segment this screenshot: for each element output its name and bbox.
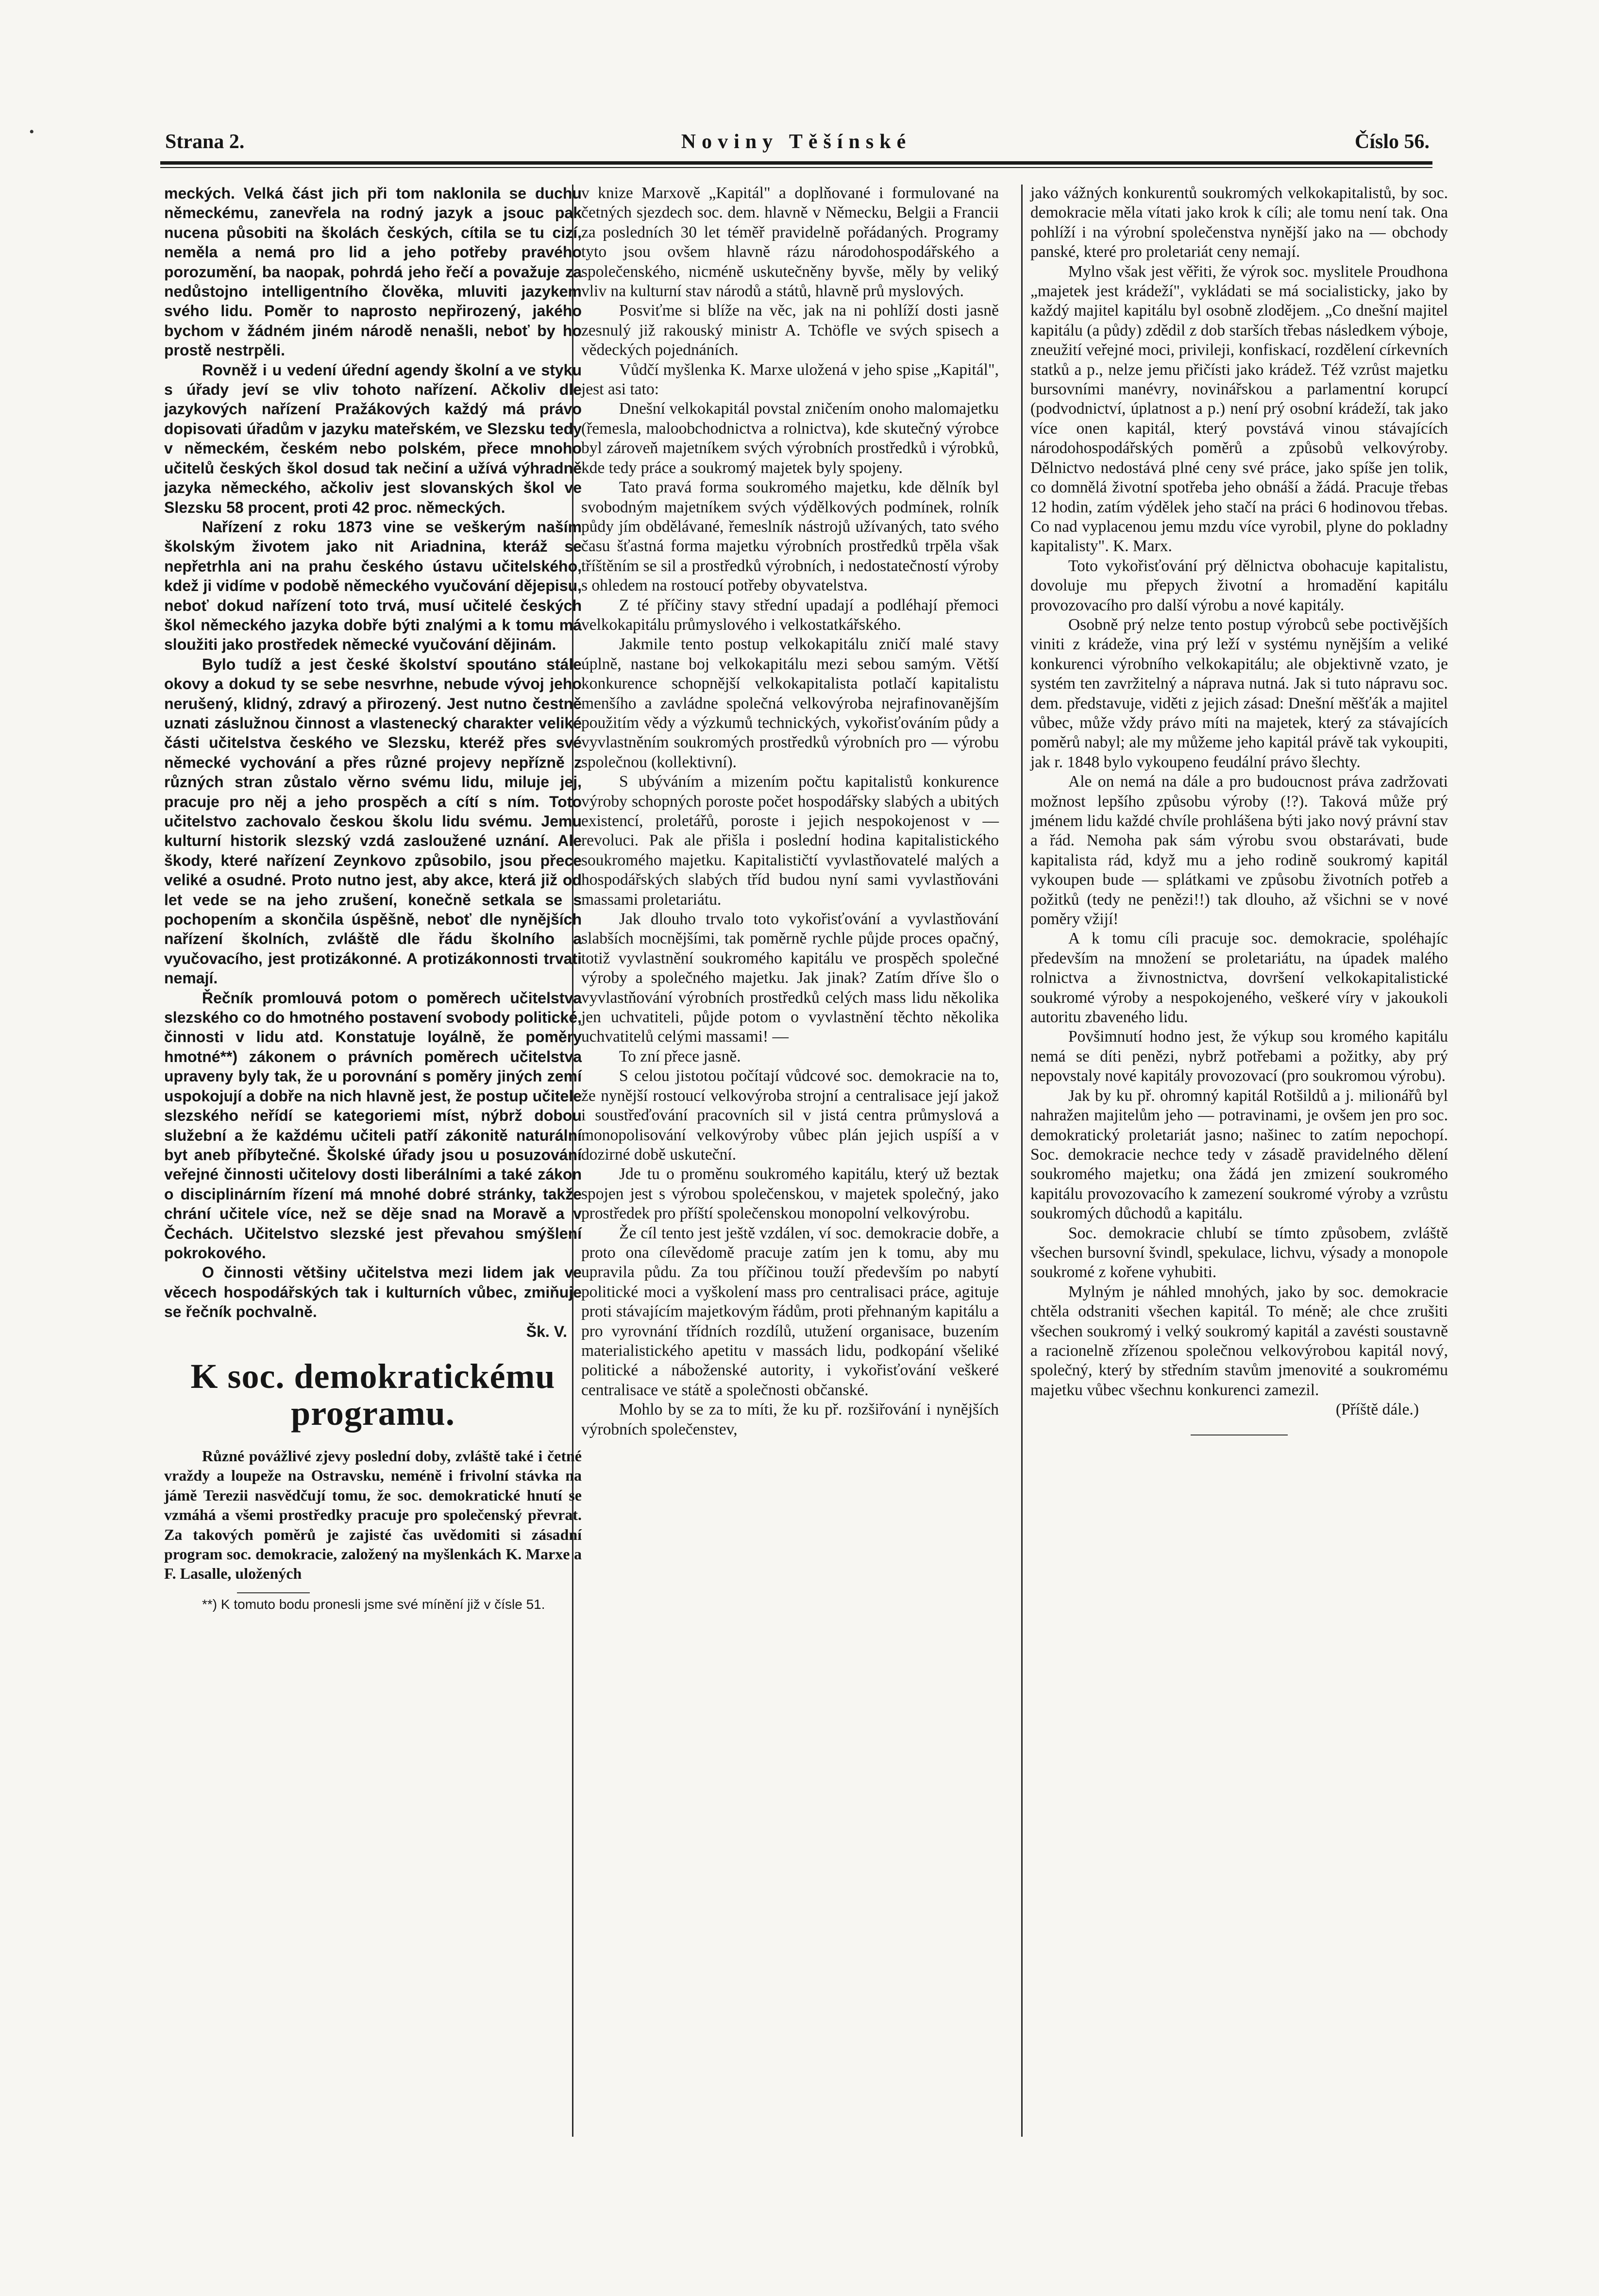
article-paragraph: Jak by ku př. ohromný kapitál Rotšildů a j. milionářů byl nahražen majitelům jeho — potravinami, je ovšem jen pro soc. demokratický proletariát jasno; našinec to zatím nepochopí. Soc. demokracie nechce tedy v zásadě pravidelného dělení soukromého majetku; ona žádá jen zmizení soukromého kapitálu provozovacího k zamezení soukromé výroby a vzrůstu soukromých důchodů a kapitálu. [1030,1086,1448,1223]
article-paragraph: Bylo tudíž a jest české školství spoutáno stále okovy a dokud ty se sebe nesvrhne, nebude vývoj jeho nerušený, klidný, zdravý a přirozený. Jest nutno čestně uznati záslužnou činnost a vlastenecký charakter veliké části učitelstva českého ve Slezsku, kteréž přes své německé vychování a přes různé projevy nepřízně z různých stran zůstalo věrno svému lidu, miluje jej, pracuje pro něj a jeho prospěch a cítí s ním. Toto učitelstvo zachovalo českou školu lidu svému. Jemu kulturní historik slezský vzdá zasloužené uznání. Ale škody, které nařízení Zeynkovo způsobilo, jsou přece veliké a osudné. Proto nutno jest, aby akce, která již od let vede se na jeho zrušení, konečně setkala se s pochopením a skončila úspěšně, neboť dle nynějších nařízení školních, zvláště dle řádu školního a vyučovacího, jest protizákonné. A protizákonnosti trvati nemají. [164,655,582,987]
article-paragraph: Dnešní velkokapitál povstal zničením onoho malomajetku (řemesla, maloobchodnictva a rolnictva), kde skutečný výrobce byl zároveň majetníkem svých výrobních prostředků i výrobků, kde tedy práce a soukromý majetek byly spojeny. [581,400,999,477]
article-paragraph: Ale on nemá na dále a pro budoucnost práva zadržovati možnost lepšího způsobu výroby (!?). Taková může prý jménem lidu každé chvíle prohlášena býti jako nový právní stav a řád. Nemoha pak sám výrobu svou obstarávati, bude kapitalista rád, když mu a jeho rodině soukromý kapitál vykoupen bude — splátkami ve způsobu životních potřeb a požitků (tedy ne penězi!!) tak dlouho, až všichni se v nové poměry vžijí! [1030,773,1448,929]
article-paragraph: v knize Marxově „Kapitál" a doplňované i formulované na četných sjezdech soc. dem. hlavně v Německu, Belgii a Francii za posledních 30 let téměř pravidelně pořádaných. Programy tyto jsou ovšem hlavně rázu národohospodářského a společenského, nicméně uskutečněny byvše, měly by veliký vliv na kulturní stav národů a států, hlavně prů myslových. [581,184,999,301]
article-paragraph: meckých. Velká část jich při tom naklonila se duchu německému, zanevřela na rodný jazyk a jsouc pak nucena působiti na školách českých, cítila se tu cizí, neměla a nemá pro lid a jeho potřeby pravého porozumění, ba naopak, pohrdá jeho řečí a považuje za nedůstojno intelligentního člověka, mluviti jazykem svého lidu. Poměr to naprosto nepřirozený, jakého bychom v žádném jiném národě nenašli, neboť by ho prostě nestrpěli. [164,185,582,359]
article-paragraph: Povšimnutí hodno jest, že výkup sou kromého kapitálu nemá se díti penězi, nybrž potřebami a požitky, aby prý nepovstaly nové kapitály provozovací (pro soukromou výrobu). [1030,1028,1448,1085]
column-divider-2 [1021,185,1023,2137]
footnote-rule [237,1592,310,1593]
article-paragraph: Jak dlouho trvalo toto vykořisťování a vyvlastňování slabších mocnějšími, tak poměrně rychle půjde proces opačný, totiž vyvlastnění soukromého kapitálu ve prospěch společné výroby a společného majetku. Jak jinak? Zatím dříve šlo o vyvlastňování výrobních prostředků celých mass lidu několika jen uchvatiteli, půjde potom o vyvlastnění těchto několika uchvatitelů celými massami! — [581,910,999,1046]
column-3 [1030,184,1448,1435]
scan-mark: • [29,124,34,140]
page-header [160,130,1432,159]
article-paragraph: Nařízení z roku 1873 vine se veškerým naším školským životem jako nit Ariadnina, kteráž se nepřetrhla ani na prahu českého ústavu učitelského, kdež ji vidíme v podobě německého vyučování dějepisu, neboť dokud nařízení toto trvá, musí učitelé českých škol německého jazyka dobře býti znalými a k tomu má sloužiti jako prostředek německé vyučování dějinám. [164,518,582,654]
article-paragraph: S celou jistotou počítají vůdcové soc. demokracie na to, že nynější rostoucí velkovýroba strojní a centralisace její jakož i soustřeďování pracovních sil v jistá centra průmyslová a monopolisování velkovýroby vůbec plán jejich uspíší a v dozirné době uskuteční. [581,1067,999,1164]
article-paragraph: Soc. demokracie chlubí se tímto způsobem, zvláště všechen bursovní švindl, spekulace, lichvu, výsady a monopole soukromé z kořene vyhubiti. [1030,1224,1448,1282]
article-paragraph: Různé povážlivé zjevy poslední doby, zvláště také i četné vraždy a loupeže na Ostravsku, neméně i frivolní stávka na jámě Terezii nasvědčují tomu, že soc. demokratické hnutí se vzmáhá a všemi prostředky pracuje pro společenský převrat. Za takových poměrů je zajisté čas uvědomiti si zásadní program soc. demokracie, založený na myšlenkách K. Marxe a F. Lasalle, uložených [164,1447,582,1583]
article-signature: Šk. V. [526,1322,567,1340]
newspaper-title: Noviny Těšínské [681,131,912,153]
issue-number: Číslo 56. [1354,131,1430,153]
article-paragraph: O činnosti většiny učitelstva mezi lidem jak ve věcech hospodářských tak i kulturních vůbec, zmiňuje se řečník pochvalně. [164,1264,582,1321]
article-paragraph: Jakmile tento postup velkokapitálu zničí malé stavy úplně, nastane boj velkokapitálu mezi sebou samým. Větší konkurence schopnější velkokapitalista potlačí kapitalistu menšího a zavládne společná velkovýroba nejrafinovanějším použitím vědy a výzkumů technických, vykořisťováním půdy a vyvlastněním soukromých prostředků výrobních pro — výrobu společnou (kollektivní). [581,635,999,771]
article-paragraph: jako vážných konkurentů soukromých velkokapitalistů, by soc. demokracie měla vítati jako krok k cíli; ale tomu není tak. Ona pohlíží i na výrobní společenstva nynější jako na — obchody panské, které pro proletariát ceny nemají. [1030,184,1448,261]
article-paragraph: Mohlo by se za to míti, že ku př. rozšiřování i nynějších výrobních společenstev, [581,1401,999,1438]
article-paragraph: Mylným je náhled mnohých, jako by soc. demokracie chtěla odstraniti všechen kapitál. To méně; ale chce zrušiti všechen soukromý i velký soukromý kapitál a zavésti soustavně a racionelně zřízenou společnou velkovýrobou kapitál nový, společný, který by středním stavům jmenovité a soukromému majetku vůbec všechnu konkurenci zamezil. [1030,1283,1448,1399]
header-rule-thick [160,161,1432,165]
article-paragraph: A k tomu cíli pracuje soc. demokracie, spoléhajíc především na množení se proletariátu, na úpadek malého rolnictva a živnostnictva, dovršení velkokapitalistické soukromé výroby a nespokojeného, veškeré víry v jakoukoli autoritu zbaveného lidu. [1030,929,1448,1027]
article-paragraph: Jde tu o proměnu soukromého kapitálu, který už beztak spojen jest s výrobou společenskou, v majetek společný, jako prostředek pro příští společenskou monopolní velkovýrobu. [581,1165,999,1223]
article-paragraph: Osobně prý nelze tento postup výrobců sebe poctivějších viniti z krádeže, vina prý leží v systému nynějším a veliké konkurenci výrobního velkokapitálu; ale objektivně vzato, je systém ten zavržitelný a náprava nutná. Jak si tuto nápravu soc. dem. představuje, viděti z jejich zásad: Dnešní měšťák a majitel vůbec, může vždy právo míti na majetek, který za stávajících poměrů nabyl; ale my můžeme jeho kapitál právě tak vykoupiti, jak r. 1848 bylo vykoupeno feudální právo šlechty. [1030,615,1448,771]
article-paragraph: S ubýváním a mizením počtu kapitalistů konkurence výroby schopných poroste počet hospodářsky slabých a ubitých existencí, proletářů, poroste i jejich nespokojenost v — revoluci. Pak ale přišla i poslední hodina kapitalistického soukromého majetku. Kapitalističtí vyvlastňovatelé malých a hospodářských slabých tříd budou nyní sami vyvlastňováni massami proletariátu. [581,773,999,909]
article-paragraph: Řečník promlouvá potom o poměrech učitelstva slezského co do hmotného postavení svobody politické, činnosti v lidu atd. Konstatuje loyálně, že poměry hmotné**) zákonem o právních poměrech učitelstva upraveny byly tak, že u porovnání s poměry jiných zemí uspokojují a dobře na nich hlavně jest, že postup učitele slezského neřídí se kategoriemi míst, nýbrž dobou služební a že každému učiteli patří zákonitě naturální byt aneb příbytečné. Školské úřady jsou u posuzování veřejné činnosti učitelovy dosti liberálními a také zákon o disciplinárním řízení má mnohé dobré stránky, takže chrání učitele více, než se děje snad na Moravě a v Čechách. Učitelstvo slezské jest převahou smýšlení pokrokového. [164,989,582,1262]
article-paragraph: Mylno však jest věřiti, že výrok soc. myslitele Proudhona „majetek jest krádeží", vykládati se má socialisticky, jako by každý majitel kapitálu byl osobně zlodějem. „Co dnešní majitel kapitálu (a půdy) zdědil z dob starších třebas následkem výboje, zneužití veřejné moci, privileji, konfiskací, rozdělení církevních statků a p., nelze jemu přičísti jako krádež. Též vzrůst majetku bursovními manévry, novinářskou a parlamentní korupcí (podvodnictví, úplatnost a p.) není prý osobní krádeží, tak jako více onen kapitál, který povstává vinou stávajících národohospodářských poměrů a způsobů velkovýroby. Dělnictvo nedostává plné ceny své práce, jako spíše jen tolik, co domnělá životní spotřeba jeho obnáší a žádá. Pracuje třebas 12 hodin, zatím výdělek jeho stačí na práci 6 hodinovou třebas. Co nad vyplacenou jemu mzdu více vyrobil, plyne do pokladny kapitalisty". K. Marx. [1030,262,1448,556]
column-1 [164,184,582,1613]
article-paragraph: Že cíl tento jest ještě vzdálen, ví soc. demokracie dobře, a proto ona cílevědomě pracuje zatím jen k tomu, aby mu upravila půdu. Za tou příčinou touží především po nabytí politické moci a vyškolení mass pro centralisaci práce, agituje proti stávajícím majetkovým řádům, proti přehnaným kapitálu a pro vyrovnání třídních rozdílů, utužení organisace, buzením materialistického apetitu v massách lidu, podkopání všeliké politické a náboženské autority, i vykořisťování veškeré centralisace ve státě a společnosti občanské. [581,1224,999,1399]
page-number: Strana 2. [165,131,245,153]
article-headline: K soc. demokratickému programu. [190,1356,555,1433]
article-paragraph: Rovněž i u vedení úřední agendy školní a ve styku s úřady jeví se vliv tohoto nařízení. Ačkoliv dle jazykových nařízení Pražákových každý má právo dopisovati úřadům v jazyku mateřském, ve Slezsku tedy v německém, českém nebo polském, přece mnoho učitelů českých škol dosud tak nečiní a užívá výhradně jazyka německého, ačkoliv jest slovanských škol ve Slezsku 58 procent, proti 42 proc. německých. [164,361,582,516]
article-paragraph: Posviťme si blíže na věc, jak na ni pohlíží dosti jasně zesnulý již rakouský ministr A. Tchöfle ve svých spisech a vědeckých pojednáních. [581,302,999,359]
header-rule-thin [160,167,1432,168]
column-2 [581,184,999,1439]
article-paragraph: Tato pravá forma soukromého majetku, kde dělník byl svobodným majetníkem svých výdělkových podmínek, rolník půdy jím obdělávané, řemeslník nástrojů užívaných, tato svého času šťastná forma majetku výrobních prostředků trpěla však tříštěním se sil a prostředků výrobních, i nedostatečností výroby s ohledem na rostoucí potřeby obyvatelstva. [581,478,999,595]
article-paragraph: Vůdčí myšlenka K. Marxe uložená v jeho spise „Kapitál", jest asi tato: [581,360,999,399]
footnote: **) K tomuto bodu pronesli jsme své mínění již v čísle 51. [202,1596,545,1612]
article-paragraph: Toto vykořisťování prý dělnictva obohacuje kapitalistu, dovoluje mu přepych životní a hromadění kapitálu provozovacího pro další výrobu a nové kapitály. [1030,557,1448,614]
article-paragraph: To zní přece jasně. [619,1047,741,1065]
continued-note: (Příště dále.) [1335,1401,1419,1419]
article-paragraph: Z té příčiny stavy střední upadají a podléhají přemoci velkokapitálu průmyslového i velkostatkářského. [581,596,999,634]
